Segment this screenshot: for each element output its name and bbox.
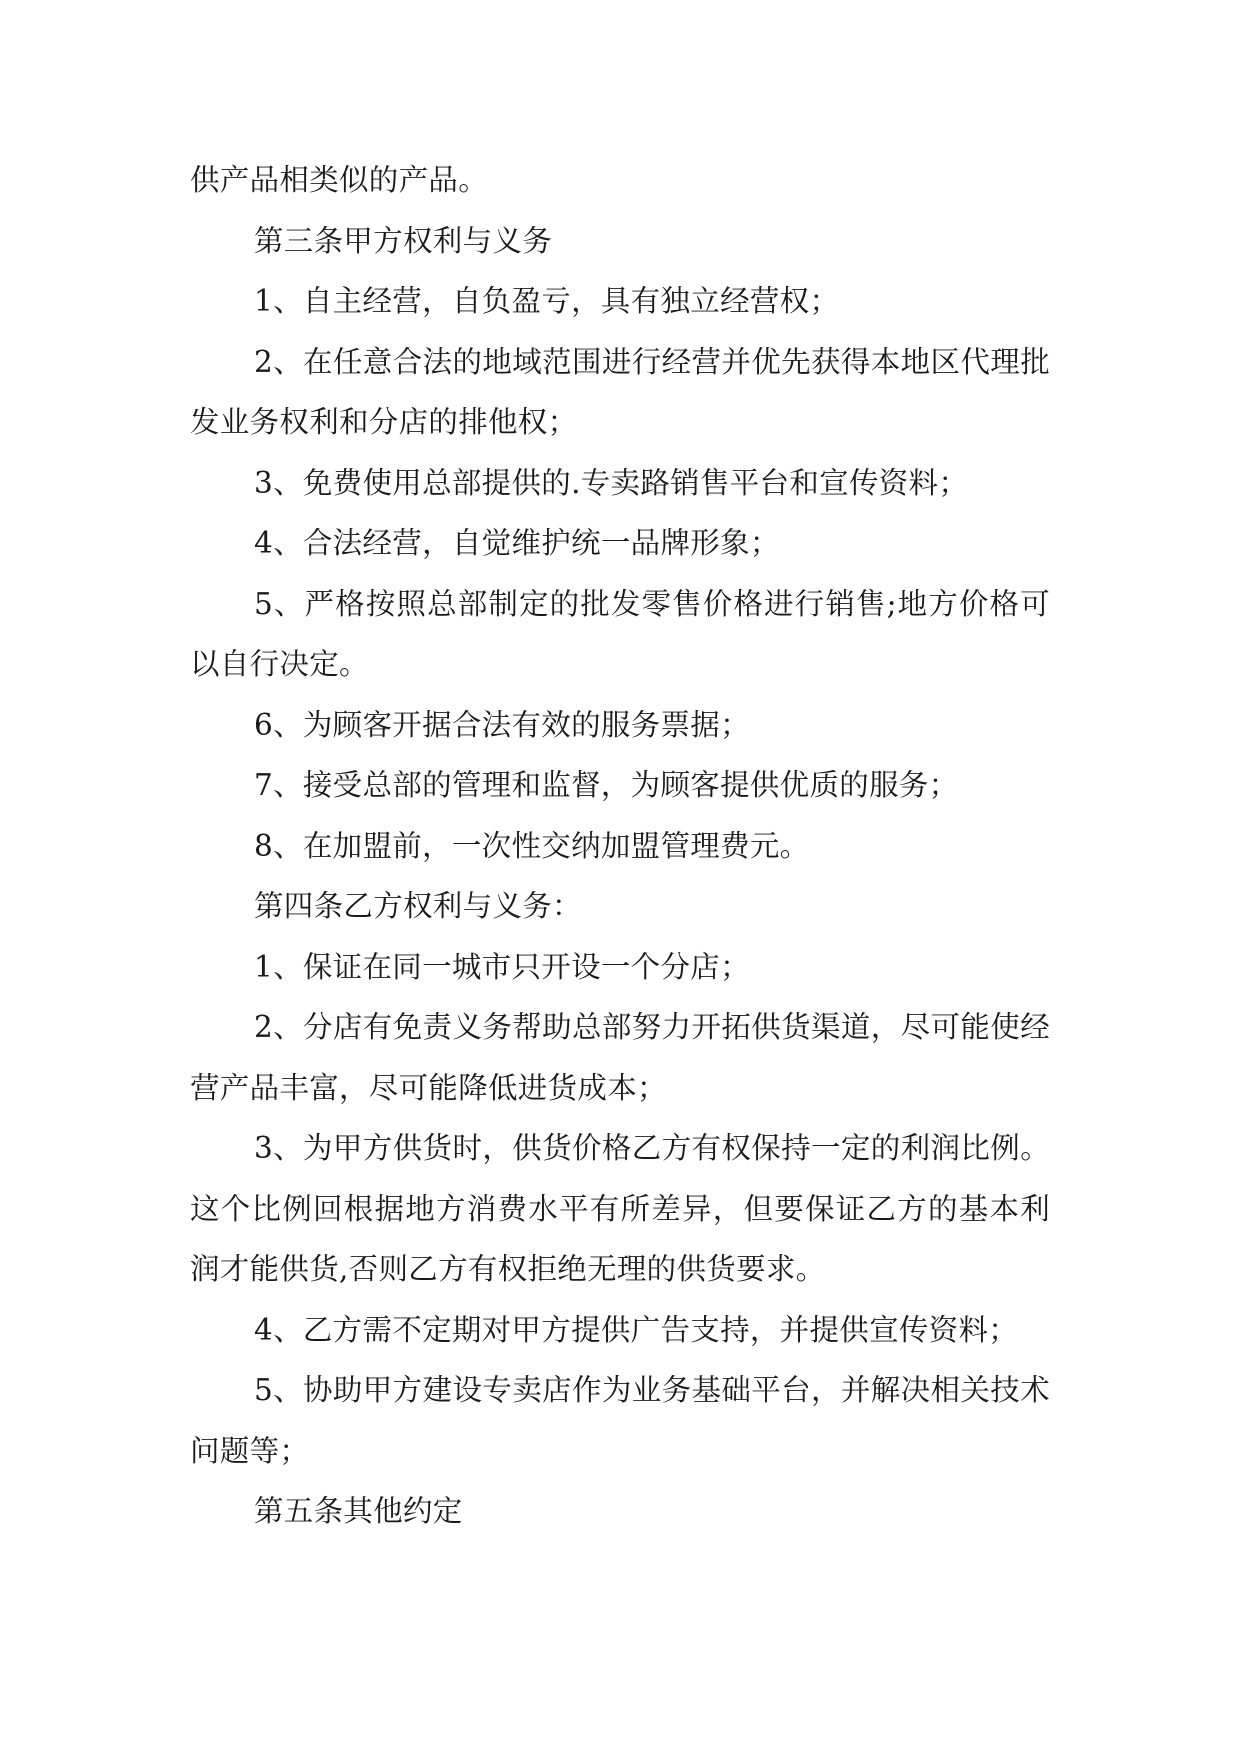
list-item: 1、保证在同一城市只开设一个分店；: [254, 949, 750, 984]
list-item: 7、接受总部的管理和监督，为顾客提供优质的服务；: [254, 768, 959, 802]
list-item: 2、分店有免责义务帮助总部努力开拓供货渠道，尽可能使经营产品丰富，尽可能降低进货成本；: [190, 1010, 1050, 1105]
section-heading-article-4: 第四条乙方权利与义务：: [254, 889, 582, 923]
list-item: 4、合法经营，自觉维护统一品牌形象；: [254, 526, 780, 560]
list-item: 5、严格按照总部制定的批发零售价格进行销售;地方价格可以自行决定。: [190, 586, 1050, 681]
list-item: 6、为顾客开据合法有效的服务票据；: [254, 707, 750, 742]
section-heading-article-5: 第五条其他约定: [254, 1494, 463, 1528]
list-item: 4、乙方需不定期对甲方提供广告支持，并提供宣传资料；: [254, 1312, 1019, 1347]
list-item: 5、协助甲方建设专卖店作为业务基础平台，并解决相关技术问题等；: [190, 1373, 1050, 1468]
list-item: 1、自主经营，自负盈亏，具有独立经营权；: [254, 284, 840, 318]
list-item: 8、在加盟前，一次性交纳加盟管理费元。: [254, 828, 810, 863]
list-item: 3、为甲方供货时，供货价格乙方有权保持一定的利润比例。这个比例回根据地方消费水平有所差异，但要保证乙方的基本利润才能供货,否则乙方有权拒绝无理的供货要求。: [190, 1131, 1050, 1286]
list-item: 2、在任意合法的地域范围进行经营并优先获得本地区代理批发业务权利和分店的排他权；: [190, 344, 1050, 439]
list-item: 3、免费使用总部提供的.专卖路销售平台和宣传资料；: [254, 465, 969, 500]
document-body: [190, 150, 1050, 1542]
section-heading-article-3: 第三条甲方权利与义务: [254, 223, 553, 258]
paragraph-continuation: 供产品相类似的产品。: [190, 163, 489, 197]
